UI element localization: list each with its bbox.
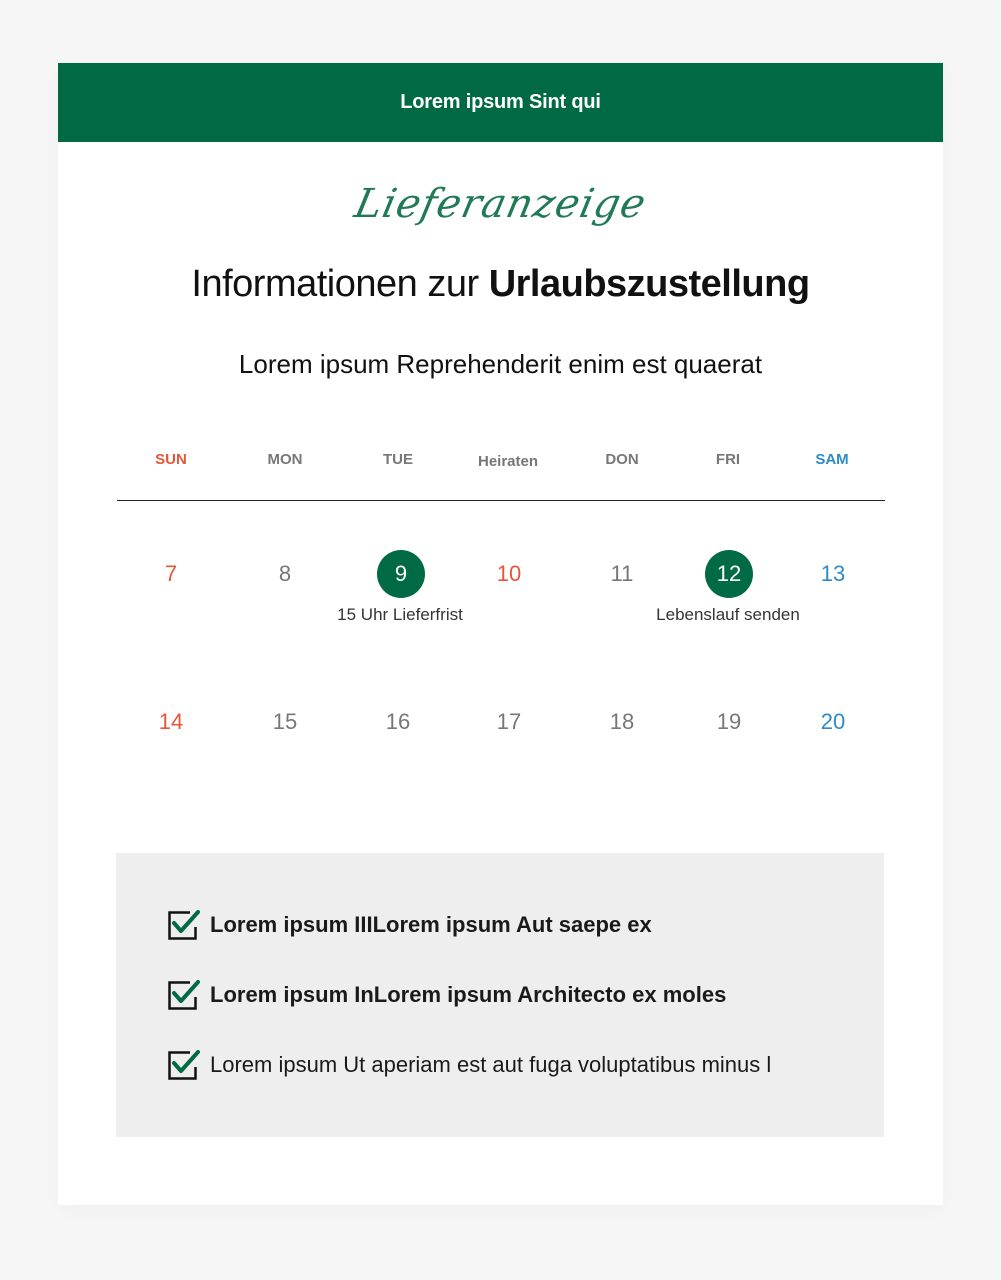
header-title: Lorem ipsum Sint qui <box>400 91 601 113</box>
calendar-day-12-highlighted[interactable]: 12 <box>705 550 753 598</box>
weekday-wed: Heiraten <box>477 453 539 470</box>
checkbox-checked-icon <box>168 909 202 941</box>
calendar-day-14[interactable]: 14 <box>158 709 184 734</box>
calendar-day-11[interactable]: 11 <box>610 561 634 586</box>
weekday-sat: SAM <box>815 451 849 468</box>
page-subtitle: Lorem ipsum Reprehenderit enim est quaerat <box>238 349 763 379</box>
weekday-sun: SUN <box>155 451 187 468</box>
calendar-day-16[interactable]: 16 <box>385 709 411 734</box>
weekday-thu: DON <box>605 451 639 468</box>
calendar-day-9-highlighted[interactable]: 9 <box>377 550 425 598</box>
calendar-day-18[interactable]: 18 <box>609 709 635 734</box>
weekday-fri: FRI <box>715 451 741 468</box>
page-title-regular: Informationen zur <box>191 263 489 305</box>
calendar-day-10[interactable]: 10 <box>496 561 522 586</box>
page-title-bold: Urlaubszustellung <box>488 263 810 305</box>
checklist-item <box>168 909 652 941</box>
calendar-day-7[interactable]: 7 <box>164 561 178 586</box>
checklist-item-text: Lorem ipsum Ut aperiam est aut fuga voluptatibus minus l <box>210 1052 772 1077</box>
checklist-item <box>168 979 726 1011</box>
header-bar <box>58 63 943 142</box>
calendar-day-13[interactable]: 13 <box>820 561 846 586</box>
checklist-item <box>168 1049 771 1081</box>
checkbox-checked-icon <box>168 1049 202 1081</box>
calendar-day-15[interactable]: 15 <box>272 709 298 734</box>
calendar-day-8[interactable]: 8 <box>278 561 292 586</box>
calendar-day-19[interactable]: 19 <box>716 709 742 734</box>
calendar-divider <box>117 500 885 501</box>
event-label-day-12: Lebenslauf senden <box>656 605 800 624</box>
checkbox-checked-icon <box>168 979 202 1011</box>
delivery-notice-card <box>58 63 943 1205</box>
checklist-item-text: Lorem ipsum IIILorem ipsum Aut saepe ex <box>210 912 652 937</box>
weekday-mon: MON <box>267 451 303 468</box>
weekday-tue: TUE <box>383 451 413 468</box>
event-label-day-9: 15 Uhr Lieferfrist <box>337 605 463 624</box>
checklist-item-text: Lorem ipsum InLorem ipsum Architecto ex moles <box>210 982 727 1007</box>
calendar-day-17[interactable]: 17 <box>496 709 522 734</box>
calendar-day-20[interactable]: 20 <box>820 709 846 734</box>
script-title: Lieferanzeige <box>350 181 651 227</box>
page-title <box>58 263 943 306</box>
checklist-panel <box>116 853 884 1137</box>
calendar-weekday-header <box>117 451 885 501</box>
